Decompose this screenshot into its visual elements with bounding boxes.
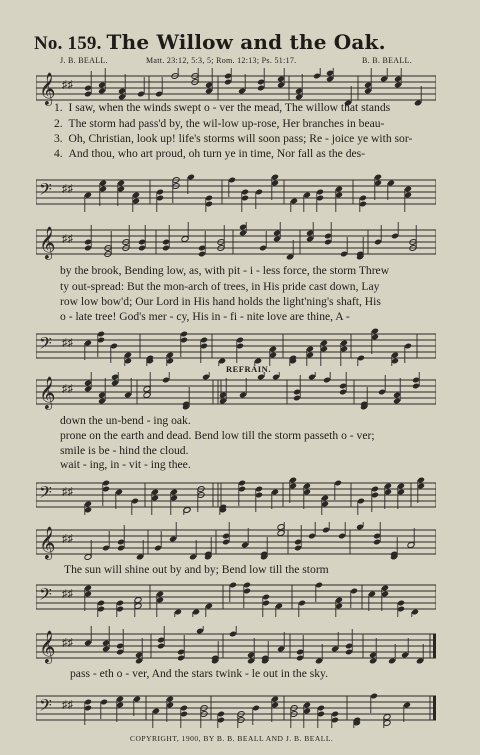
bass-staff-5 [36,688,436,728]
treble-staff-4 [36,522,436,562]
staff-lines-7 [36,522,436,562]
staff-lines-9 [36,626,436,666]
hymn-title [34,30,386,55]
svg-text:♯♯: ♯♯ [62,337,73,349]
svg-text:♯♯: ♯♯ [62,79,73,91]
svg-text:♯♯: ♯♯ [62,383,73,395]
svg-text:𝄞: 𝄞 [39,376,56,409]
scripture-reference: Matt. 23:12, 5:3, 5; Rom. 12:13; Ps. 51:17. [146,56,297,65]
words-credit: J. B. BEALL. [60,56,108,65]
svg-text:𝄢: 𝄢 [39,695,52,719]
svg-text:𝄞: 𝄞 [39,526,56,559]
verse-3-line-2: row low bow'd; Our Lord in His hand holds the light'ning's shaft, His [60,295,381,308]
svg-text:♯♯: ♯♯ [62,637,73,649]
treble-staff-3 [36,372,436,412]
staff-lines-2 [36,172,436,212]
svg-text:♯♯: ♯♯ [62,699,73,711]
refrain-line-2: The sun will shine out by and by; Bend low till the storm [64,563,329,576]
svg-text:♯♯: ♯♯ [62,533,73,545]
verse-4-line-1: 4. And thou, who art proud, oh turn ye in time, Nor fall as the des- [54,147,366,160]
svg-text:𝄞: 𝄞 [39,72,56,105]
verse-2-line-3: prone on the earth and dead. Bend low till the storm passeth o - ver; [60,429,375,442]
verse-3-line-3: smile is be - hind the cloud. [60,444,189,457]
staff-lines-4 [36,326,436,366]
bass-staff-3 [36,475,436,515]
staff-lines-3 [36,222,436,262]
svg-text:𝄢: 𝄢 [39,179,52,203]
verse-1-line-2: by the brook, Bending low, as, with pit - i - less force, the storm Threw [60,264,390,277]
verse-1-line-3: down the un-bend - ing oak. [60,414,191,427]
svg-text:𝄢: 𝄢 [39,333,52,357]
hymn-name: The Willow and the Oak. [106,30,386,54]
verse-1-line-1: 1. I saw, when the winds swept o - ver the mead, The willow that stands [54,101,391,114]
copyright-notice: COPYRIGHT, 1900, BY B. B. BEALL AND J. B. BEALL. [130,734,334,743]
verse-2-line-1: 2. The storm had pass'd by, the wil-low up-rose, Her branches in beau- [54,117,385,130]
svg-text:♯♯: ♯♯ [62,486,73,498]
svg-text:𝄢: 𝄢 [39,584,52,608]
verse-4-line-3: wait - ing, in - vit - ing thee. [60,458,191,471]
verse-3-line-1: 3. Oh, Christian, look up! life's storms will soon pass; Re - joice ye with sor- [54,132,413,145]
refrain-line-1: Bend low till the storm passeth o - ver; [194,429,375,442]
svg-text:♯♯: ♯♯ [62,183,73,195]
verse-4-line-2: o - late tree! God's mer - cy, His in - fi - nite love are thine, A - [60,310,350,323]
bass-staff-1 [36,172,436,212]
treble-staff-2 [36,222,436,262]
music-credit: B. B. BEALL. [362,56,413,65]
staff-lines-5 [36,372,436,412]
svg-text:♯♯: ♯♯ [62,588,73,600]
verse-2-line-2: ty out-spread: But the mon-arch of trees, in His pride cast down, Lay [60,280,380,293]
svg-text:𝄞: 𝄞 [39,226,56,259]
refrain-label: REFRAIN. [226,364,271,374]
treble-staff-5 [36,626,436,666]
refrain-line-3: pass - eth o - ver, And the stars twink - le out in the sky. [70,667,328,680]
bass-staff-4 [36,577,436,617]
staff-lines-8 [36,577,436,617]
bass-staff-2 [36,326,436,366]
hymn-number: No. 159. [34,33,102,54]
staff-lines-6 [36,475,436,515]
staff-lines-10 [36,688,436,728]
svg-text:𝄢: 𝄢 [39,482,52,506]
svg-text:𝄞: 𝄞 [39,630,56,663]
svg-text:♯♯: ♯♯ [62,233,73,245]
